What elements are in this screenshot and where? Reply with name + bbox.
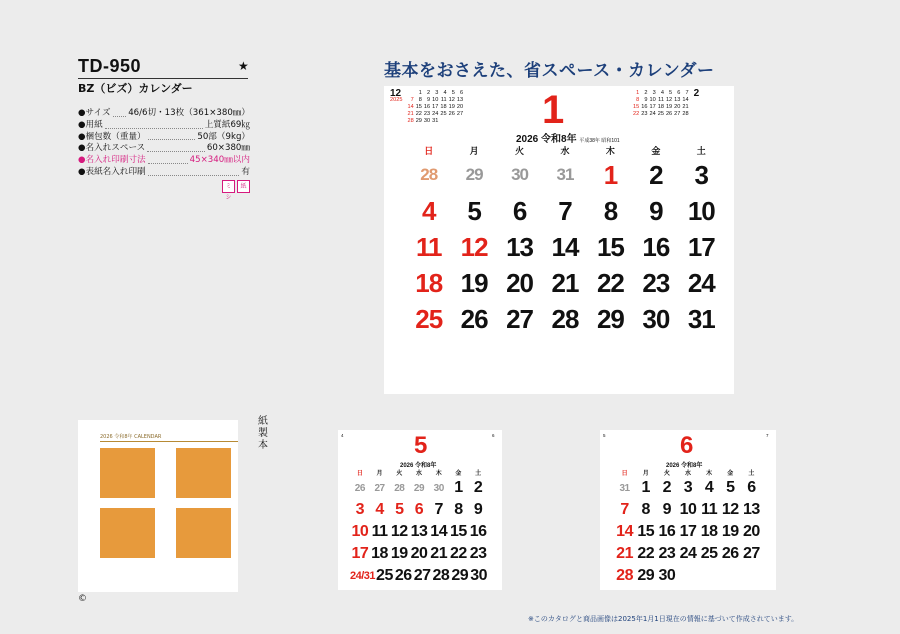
date-cell: 8 [454,501,463,518]
date-cell: 9 [649,195,663,226]
date-cell: 29 [451,567,469,584]
date-cell: 1 [454,479,463,496]
date-cell: 2 [662,479,672,496]
mini-date: 11 [440,97,447,103]
cover-orange-block [100,448,155,498]
cover-orange-block [100,508,155,558]
mini-date: 16 [641,104,648,110]
date-cell: 23 [469,545,487,562]
month-number: 6 [680,432,694,459]
product-code: TD-950 [78,56,142,76]
date-cell: 19 [460,267,488,298]
year-text: 2026 令和8年 [516,134,577,145]
mini-date: 10 [649,97,656,103]
weekday-label: 土 [475,470,482,477]
date-cell: 9 [473,501,483,518]
date-cell: 1 [641,479,650,496]
date-cell: 14 [551,231,579,262]
mini-date: 26 [448,111,455,117]
date-cell: 24 [687,267,715,298]
date-cell: 25 [415,303,443,334]
mini-date: 9 [644,97,648,103]
date-cell: 25 [700,545,718,562]
date-cell: 31 [556,165,574,184]
date-cell: 21 [430,545,448,562]
mini-date: 21 [682,104,689,110]
spec-row [78,167,250,179]
badge-group [222,180,250,201]
prev-month-year: 2025 [390,97,403,103]
date-cell: 8 [641,501,650,518]
mini-date: 12 [665,97,673,103]
date-cell: 23 [642,267,670,298]
date-cell: 14 [430,523,448,540]
weekday-label: 水 [560,147,570,157]
date-cell: 12 [390,523,408,540]
mini-date: 13 [456,97,464,103]
weekday-label: 日 [424,147,434,157]
mini-date: 5 [451,90,455,96]
spec-label: ●表紙名入れ印刷 [78,166,146,177]
date-cell: 17 [687,231,715,262]
mini-date: 5 [669,90,673,96]
mini-date: 12 [448,97,455,103]
mini-date: 15 [633,104,640,110]
mini-date: 13 [674,97,681,103]
mini-date [439,118,447,125]
week-row [406,265,724,301]
era-note: 平成38年 昭和101 [579,138,620,144]
mini-date: 27 [456,111,464,117]
mini-date: 17 [649,104,656,110]
paper-badge-icon: 紙 [237,180,250,193]
date-cell: 30 [433,482,444,494]
weekday-label: 水 [415,470,422,477]
spec-label: ●梱包数（重量） [78,131,146,142]
date-cell: 12 [460,231,488,262]
date-cell: 29 [413,482,425,494]
weekday-label: 土 [748,470,755,477]
prev-month-number: 12 [390,88,402,99]
date-cell: 13 [743,501,760,518]
date-cell: 7 [620,501,629,518]
weekday-label: 金 [651,147,661,157]
weekday-label: 金 [455,470,462,477]
date-cell: 10 [351,523,369,540]
date-cell: 2 [473,479,483,496]
date-cell: 16 [658,523,676,540]
date-cell: 8 [603,195,618,226]
weekday-label: 日 [621,470,628,477]
date-cell: 27 [506,303,534,334]
mini-date: 26 [665,111,673,117]
week-row [614,565,762,587]
date-cell: 24 [679,545,697,562]
date-cell: 4 [421,195,436,226]
week-row [614,521,762,543]
spec-label: ●名入れスペース [78,143,146,154]
weekday-header [406,144,724,157]
mini-date: 23 [641,111,648,117]
date-cell: 31 [687,303,715,334]
week-row [406,157,724,193]
date-cell: 26 [460,303,488,334]
week-row [350,565,488,587]
next-month-number: 2 [693,88,700,99]
date-cell: 26 [394,567,412,584]
date-cell: 3 [694,159,708,190]
date-cell: 7 [434,501,443,518]
binding-label: 紙製本 [258,416,268,451]
mini-date: 29 [415,118,422,124]
weekday-label: 水 [684,470,691,477]
spec-value: 有 [241,166,250,177]
date-cell: 28 [551,303,579,334]
date-cell: 27 [413,567,431,584]
weekday-header [350,468,488,477]
weekday-label: 火 [396,470,403,477]
date-cell: 26 [354,482,365,494]
date-cell: 5 [726,479,735,496]
mini-date: 11 [658,97,664,103]
date-cell: 30 [470,567,487,584]
main-calendar-image [384,86,734,394]
date-rows [406,157,724,337]
date-cell: 28 [616,567,633,584]
spec-row [78,155,250,167]
date-cell: 11 [371,523,388,540]
week-row [350,499,488,521]
weekday-label: 金 [727,470,734,477]
date-cell: 5 [395,501,404,518]
spec-row [78,132,250,144]
date-cell: 30 [642,303,670,334]
date-cell: 17 [351,545,369,562]
date-cell: 10 [687,195,715,226]
mini-date: 19 [448,104,455,110]
weekday-label: 月 [376,470,383,477]
week-row [406,301,724,337]
mini-date: 25 [657,111,664,117]
june-calendar-image [600,430,776,590]
mini-date: 18 [657,104,664,110]
date-cell: 20 [506,267,534,298]
date-cell: 2 [649,159,663,190]
date-cell: 16 [642,231,670,262]
date-cell: 7 [558,195,572,226]
date-cell: 6 [512,195,527,226]
mini-date: 20 [456,104,464,110]
date-cell: 18 [415,267,443,298]
mini-date: 1 [418,90,422,96]
spec-value: 46/6切・13枚（361×380㎜） [128,108,250,118]
prev-month-label: 4 [341,433,344,438]
mini-date: 22 [633,111,640,117]
date-cell: 4 [704,479,714,496]
date-cell: 15 [637,523,655,540]
date-cell: 28 [420,165,438,184]
mini-date: 6 [459,90,464,96]
date-cell: 21 [616,545,633,562]
weekday-header [614,468,762,477]
date-cell: 27 [743,545,760,562]
mini-date: 4 [443,90,447,96]
spec-value: 50部（9kg） [197,131,250,142]
next-month-label: 7 [766,433,769,438]
weekday-label: 木 [435,470,442,477]
date-cell: 1 [603,159,618,190]
date-cell: 11 [415,231,442,262]
paper-cover-image [78,420,238,592]
date-cell: 31 [619,482,630,494]
date-cell: 16 [469,523,487,540]
mini-date: 3 [435,90,439,96]
perforation-badge-icon: ミシ [222,180,235,193]
spec-value: 45×340㎜以内 [189,155,250,166]
catalog-heading: 基本をおさえた、省スペース・カレンダー [384,61,715,81]
cover-orange-block [176,448,231,498]
mini-date: 30 [423,118,431,124]
mini-date [406,90,414,97]
date-cell: 3 [355,501,365,518]
week-row [614,477,762,499]
next-month-mini [632,90,699,118]
date-cell: 29 [637,567,655,584]
mini-date: 3 [652,90,656,96]
mini-date: 2 [427,90,431,96]
next-month-label: 6 [492,433,495,438]
star-icon: ★ [238,59,249,73]
footnote: ※このカタログと商品画像は2025年1月1日現在の情報に基づいて作成されています。 [528,615,799,623]
mini-date: 2 [644,90,648,96]
date-cell: 12 [721,501,739,518]
prev-month-label: 5 [603,433,606,438]
mini-date: 28 [682,111,689,117]
mini-date: 24 [649,111,656,117]
spec-row [78,143,250,155]
date-cell: 22 [450,545,467,562]
date-cell: 15 [450,523,467,540]
prev-month-mini [390,90,464,125]
date-cell: 30 [658,567,676,584]
mini-date: 18 [440,104,447,110]
date-rows [350,477,488,587]
date-cell: 17 [679,523,697,540]
date-cell: 28 [432,567,450,584]
prev-month-grid [406,90,464,125]
date-cell: 14 [616,523,633,540]
may-calendar-image [338,430,502,590]
spec-label: ●用紙 [78,119,103,130]
weekday-label: 月 [642,470,649,477]
spec-row [78,108,250,120]
mini-date: 19 [665,104,673,110]
weekday-label: 月 [469,147,479,157]
week-row [406,229,724,265]
spec-value: 60×380㎜ [206,143,250,154]
mini-date: 6 [677,90,681,96]
spec-value: 上質紙69㎏ [204,119,250,130]
weekday-label: 日 [356,470,363,477]
date-cell: 6 [414,501,424,518]
year-line: 2026 令和8年 [666,463,703,469]
week-row [614,543,762,565]
date-cell: 20 [410,545,428,562]
date-cell: 25 [376,567,393,584]
month-grid [350,468,488,587]
spec-label: ●サイズ [78,108,111,118]
date-cell: 18 [700,523,718,540]
mini-date: 27 [674,111,681,117]
date-cell: 24/31 [350,570,376,582]
next-month-grid [632,90,690,118]
weekday-label: 木 [605,147,615,157]
mini-date: 17 [432,104,439,110]
week-row [350,477,488,499]
month-grid [406,144,724,337]
date-cell: 21 [551,267,579,298]
mini-date: 21 [407,111,414,117]
product-name: BZ（ビズ）カレンダー [78,82,193,95]
weekday-label: 火 [663,470,670,477]
date-cell: 29 [465,165,483,184]
date-cell: 9 [662,501,672,518]
week-row [406,193,724,229]
mini-date: 4 [660,90,664,96]
date-cell: 20 [743,523,760,540]
divider [78,78,248,79]
date-cell: 30 [511,165,529,184]
mini-date: 22 [415,111,422,117]
date-cell: 26 [721,545,739,562]
weekday-label: 火 [515,147,525,157]
week-row [350,543,488,565]
mini-date: 28 [407,118,414,124]
date-cell: 19 [390,545,408,562]
mini-date: 10 [432,97,439,103]
spec-list [78,108,250,179]
mini-date: 23 [423,111,431,117]
month-grid [614,468,762,587]
date-cell: 19 [721,523,739,540]
year-line: 2026 令和8年 [400,463,437,469]
spec-row [78,120,250,132]
mini-date: 16 [423,104,431,110]
weekday-label: 土 [696,147,706,157]
date-cell: 28 [394,482,405,494]
year-line [516,130,620,145]
cover-header-bar: 2026 令和8年 CALENDAR [100,433,238,442]
mini-date: 8 [636,97,640,103]
date-cell: 5 [467,195,481,226]
mini-date: 7 [685,90,689,96]
cover-orange-block [176,508,231,558]
date-cell: 13 [506,231,534,262]
mini-date: 24 [432,111,439,117]
week-row [614,499,762,521]
date-cell: 13 [410,523,428,540]
date-cell: 22 [637,545,655,562]
date-cell: 4 [375,501,384,518]
date-cell: 23 [658,545,676,562]
mini-date: 15 [415,104,422,110]
spec-label: ●名入れ印刷寸法 [78,155,146,166]
date-cell: 18 [371,545,388,562]
month-number: 5 [414,432,428,459]
mini-date [448,118,456,125]
date-cell: 22 [596,267,624,298]
mini-date: 20 [674,104,681,110]
copyright-mark: © [78,594,87,604]
mini-date: 25 [440,111,447,117]
date-cell: 11 [701,501,718,518]
mini-date: 8 [418,97,422,103]
mini-date: 14 [682,97,689,103]
month-number: 1 [542,88,565,132]
weekday-label: 木 [706,470,713,477]
date-cell: 10 [679,501,697,518]
date-cell: 29 [596,303,624,334]
mini-date: 1 [636,90,640,96]
mini-date [456,118,464,125]
date-cell: 3 [683,479,693,496]
mini-date: 7 [410,97,414,103]
date-cell: 15 [596,231,624,262]
week-row [350,521,488,543]
mini-date: 9 [427,97,431,103]
mini-date: 31 [432,118,439,124]
date-cell: 27 [374,482,385,494]
mini-date: 14 [407,104,414,110]
date-cell: 6 [747,479,756,496]
date-rows [614,477,762,587]
